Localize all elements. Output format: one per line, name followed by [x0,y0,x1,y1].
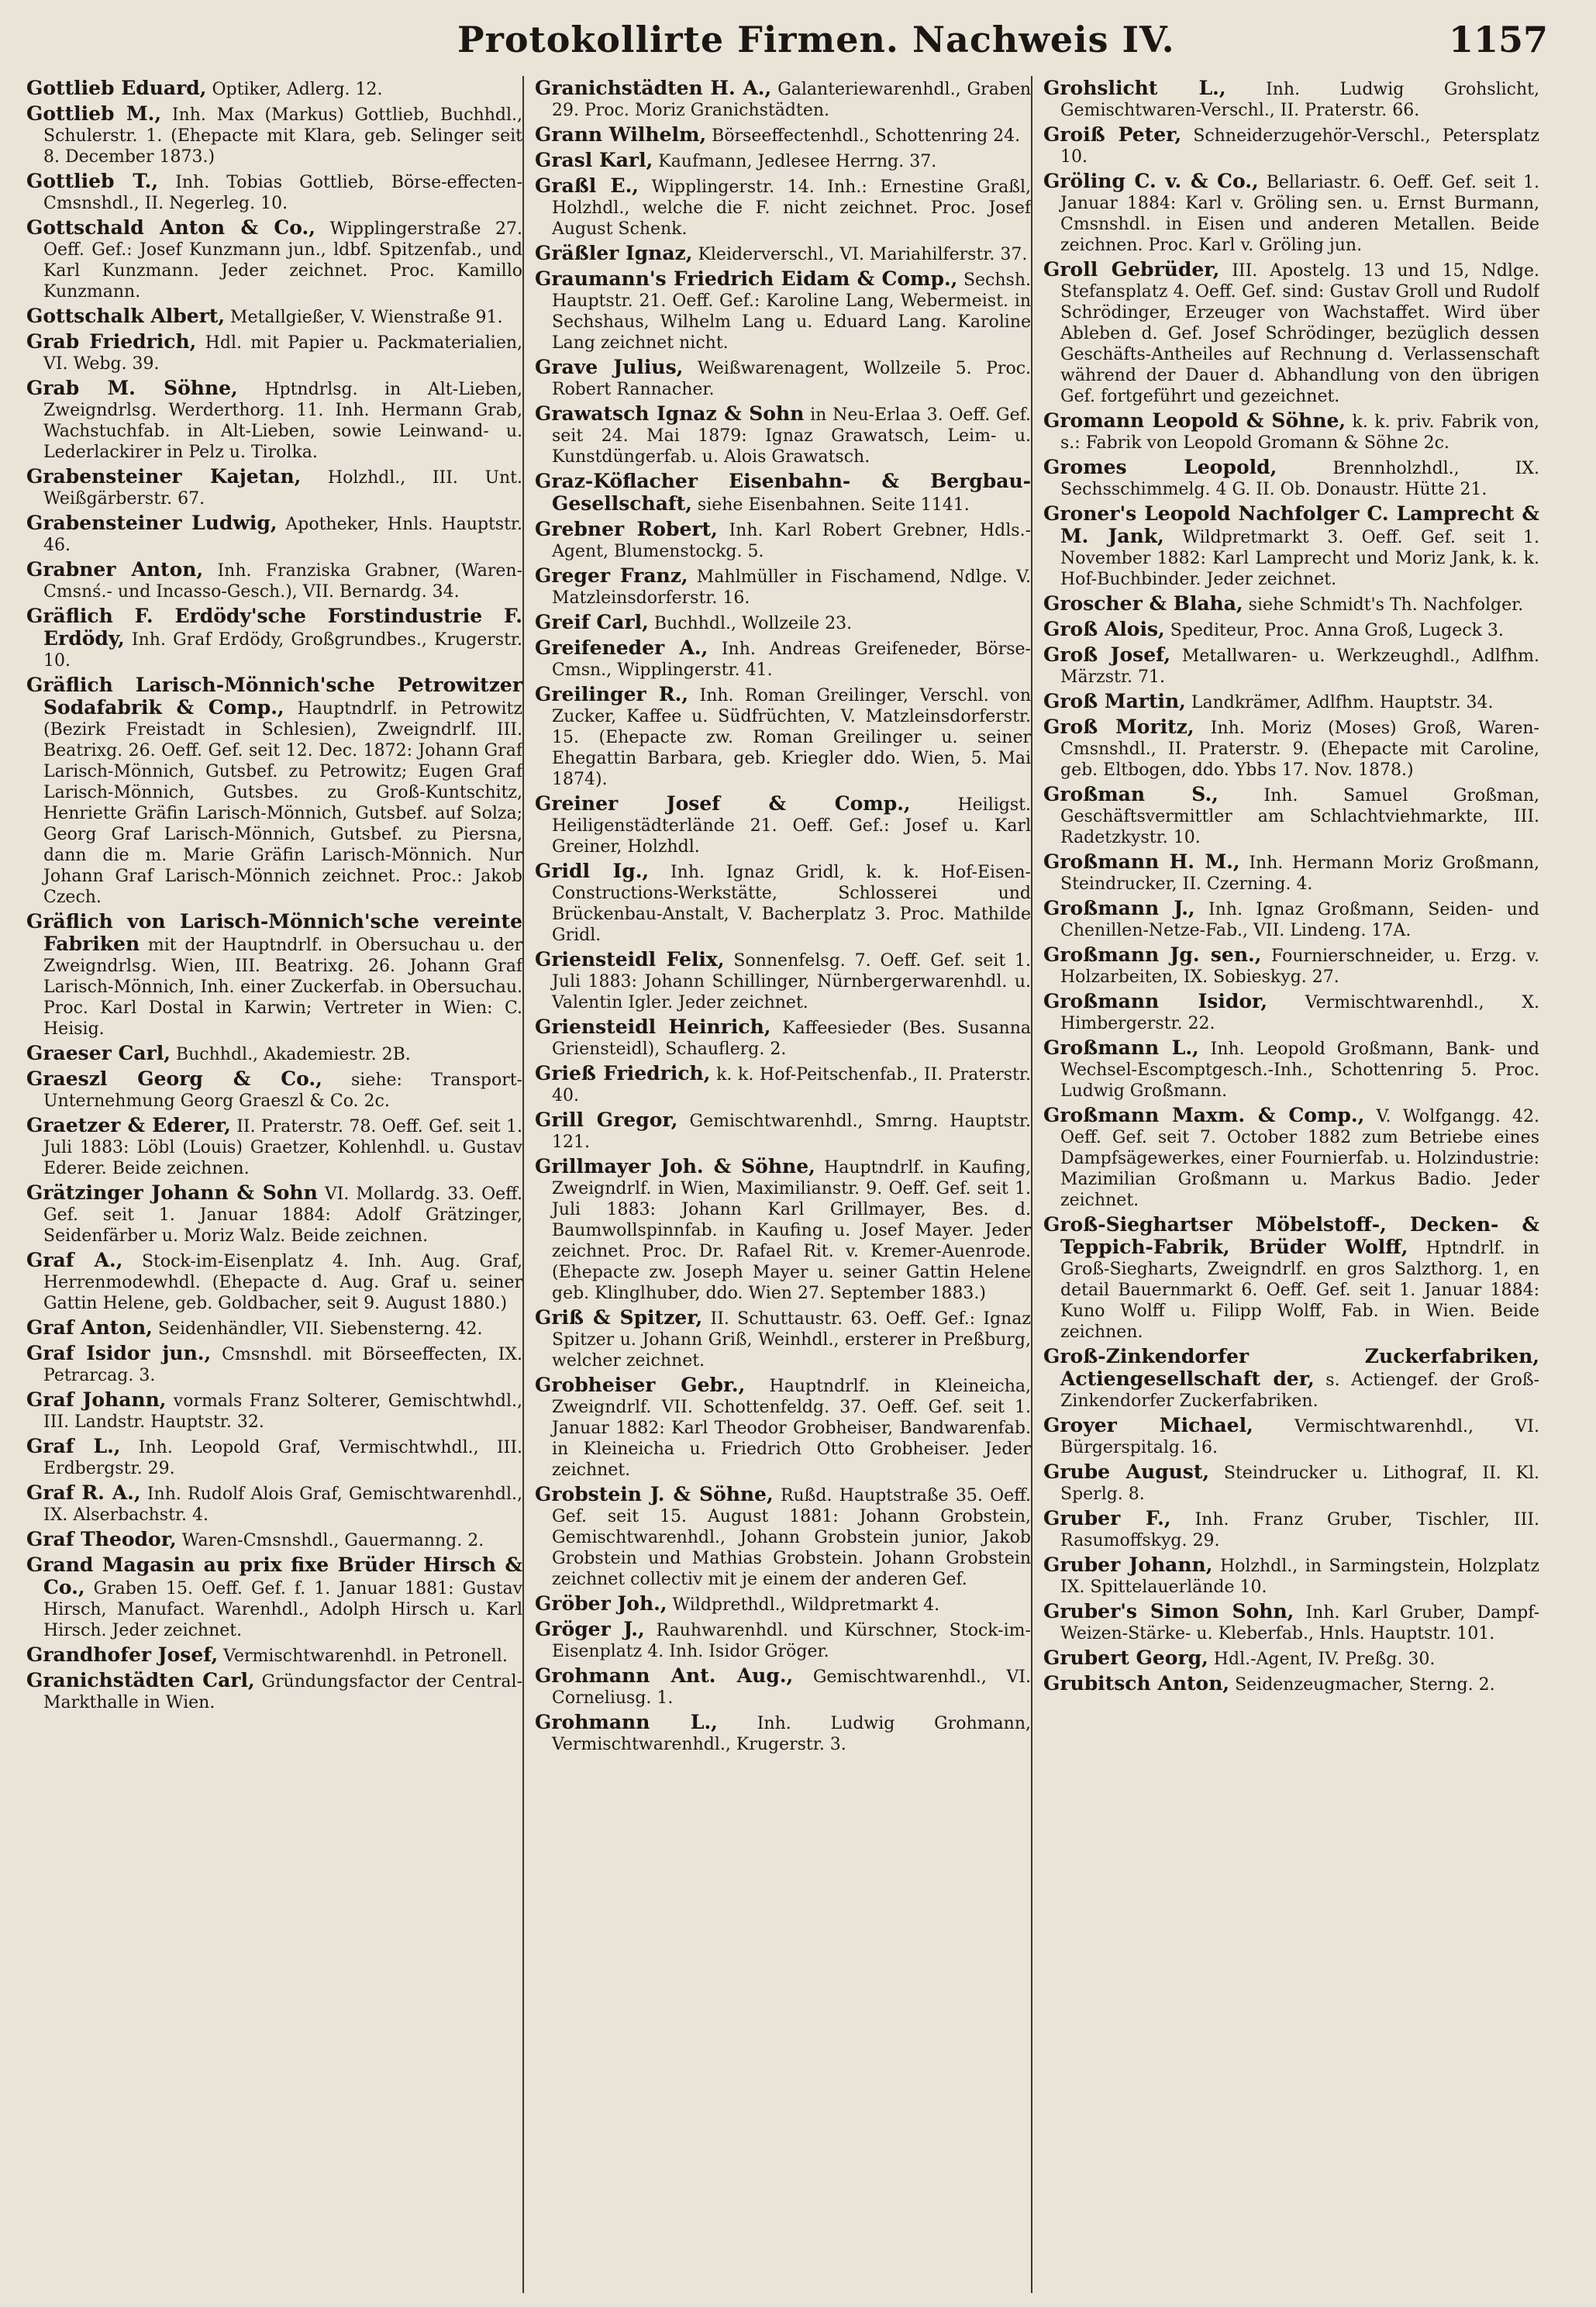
firm-details: Börseeffectenhdl., Schottenring 24. [712,126,1021,146]
firm-details: Wipplingerstraße 27. Oeff. Gef.: Josef Kunzmann jun., ldbf. Spitzenfab., und Karl Kunzmann. Jeder zeichnet. Proc. Kamillo Kunzmann. [43,219,522,302]
directory-entry [535,793,1031,857]
firm-details: Gemischtwarenhdl., VI. Corneliusg. 1. [552,1667,1031,1708]
firm-name: Gräflich Larisch-Mönnich'sche Petrowitzer Sodafabrik & Comp., [26,674,522,719]
firm-name: Grave Julius, [535,356,684,378]
directory-entry [1043,1461,1539,1505]
firm-details: Vermischtwarenhdl., VI. Bürgerspitalg. 16. [1060,1417,1539,1457]
directory-entry [26,378,522,463]
firm-details: Inh. Moriz (Moses) Groß, Waren-Cmsnshdl., II. Praterstr. 9. (Ehepacte mit Caroline, geb. Eltbogen, ddo. Ybbs 17. Nov. 1878.) [1060,719,1539,780]
firm-name: Großmann Jg. sen., [1043,943,1262,966]
firm-name: Gottschalk Albert, [26,305,226,327]
firm-details: vormals Franz Solterer, Gemischtwhdl., III. Landstr. Hauptstr. 32. [43,1391,522,1432]
directory-entry [1043,1214,1539,1343]
firm-details: Inh. Rudolf Alois Graf, Gemischtwarenhdl., IX. Alserbachstr. 4. [43,1485,522,1525]
firm-name: Greiner Josef & Comp., [535,792,911,815]
firm-details: Sonnenfelsg. 7. Oeff. Gef. seit 1. Juli 1883: Johann Schillinger, Nürnbergerwarenhdl. u. Valentin Igler. Jeder zeichnet. [552,951,1031,1012]
firm-name: Gruber Johann, [1043,1554,1213,1576]
firm-details: V. Wolfgangg. 42. Oeff. Gef. seit 7. October 1882 zum Betriebe eines Dampfsägewerkes, einer Fournierfab. u. Holzindustrie: Mazimilian Großmann u. Markus Badio. Jeder zeichnet. [1060,1107,1539,1210]
firm-name: Gromes Leopold, [1043,456,1277,478]
directory-entry [535,637,1031,681]
firm-name: Graf R. A., [26,1481,141,1504]
directory-entry [26,331,522,374]
firm-name: Gottlieb M., [26,102,162,125]
firm-name: Graetzer & Ederer, [26,1114,231,1136]
firm-details: Waren-Cmsnshdl., Gauermanng. 2. [181,1531,484,1550]
firm-name: Griß & Spitzer, [535,1306,703,1329]
firm-name: Grieß Friedrich, [535,1062,711,1085]
firm-details: siehe Schmidt's Th. Nachfolger. [1248,595,1524,615]
firm-details: Wipplingerstr. 14. Inh.: Ernestine Graßl, Holzhdl., welche die F. nicht zeichnet. Proc. Josef August Schenk. [552,178,1031,239]
firm-name: Gruber F., [1043,1507,1171,1529]
firm-details: Brennholzhdl., IX. Sechsschimmelg. 4 G. II. Ob. Donaustr. Hütte 21. [1060,459,1539,499]
firm-name: Gromann Leopold & Söhne, [1043,409,1346,432]
firm-name: Grabensteiner Kajetan, [26,465,302,488]
directory-entry [535,860,1031,946]
directory-entry [26,674,522,908]
firm-name: Groll Gebrüder, [1043,258,1220,281]
page-number: 1157 [1448,19,1548,60]
directory-entry [1043,991,1539,1034]
directory-entry [1043,1601,1539,1644]
page-title: Protokollirte Firmen. Nachweis IV. [457,19,1175,60]
directory-entry [26,78,522,100]
firm-details: Wildprethdl., Wildpretmarkt 4. [672,1595,940,1615]
firm-name: Grasl Karl, [535,149,653,171]
firm-details: Holzhdl., in Sarmingstein, Holzplatz IX. Spittelauerlände 10. [1060,1557,1539,1597]
firm-name: Gräßler Ignaz, [535,242,693,264]
directory-entry [1043,1415,1539,1458]
firm-name: Grab Friedrich, [26,330,197,353]
firm-name: Grillmayer Joh. & Söhne, [535,1155,815,1178]
firm-details: Metallgießer, V. Wienstraße 91. [230,308,503,327]
firm-name: Grube August, [1043,1460,1210,1483]
firm-details: Kaffeesieder (Bes. Susanna Griensteidl), Schauflerg. 2. [552,1019,1031,1059]
directory-entry [535,243,1031,265]
directory-entry [535,1665,1031,1709]
directory-entry [535,175,1031,240]
firm-details: in Neu-Erlaa 3. Oeff. Gef. seit 24. Mai 1879: Ignaz Grawatsch, Leim- u. Kunstdüngerfab. u. Alois Grawatsch. [552,405,1031,467]
column-1 [26,78,522,2287]
firm-name: Griensteidl Heinrich, [535,1016,771,1038]
firm-name: Greifeneder A., [535,636,708,659]
directory-entry [26,1389,522,1433]
firm-name: Grabner Anton, [26,558,204,581]
firm-details: Inh. Ludwig Grohmann, Vermischtwarenhdl., Krugerstr. 3. [552,1714,1031,1754]
firm-details: Inh. Leopold Graf, Vermischtwhdl., III. Erdbergstr. 29. [43,1438,522,1478]
firm-name: Graeser Carl, [26,1042,171,1064]
firm-details: Seidenhändler, VII. Siebensterng. 42. [157,1319,483,1339]
firm-name: Großman S., [1043,783,1219,805]
firm-details: Inh. Max (Markus) Gottlieb, Buchhdl., Schulerstr. 1. (Ehepacte mit Klara, geb. Selinger seit 8. December 1873.) [43,105,522,167]
firm-details: Inh. Hermann Moriz Großmann, Steindrucker, II. Czerning. 4. [1060,853,1539,894]
directory-entry [1043,619,1539,641]
firm-details: Inh. Leopold Großmann, Bank- und Wechsel-Escomptgesch.-Inh., Schottenring 5. Proc. Ludwig Großmann. [1060,1040,1539,1101]
directory-entry [1043,503,1539,590]
directory-entry [26,1343,522,1386]
firm-details: k. k. Hof-Peitschenfab., II. Praterstr. 40. [552,1065,1031,1105]
firm-name: Großmann L., [1043,1036,1199,1059]
firm-details: Spediteur, Proc. Anna Groß, Lugeck 3. [1170,621,1504,640]
firm-name: Graz-Köflacher Eisenbahn- & Bergbau-Gesellschaft, [535,470,1031,515]
firm-details: k. k. priv. Fabrik von, s.: Fabrik von Leopold Gromann & Söhne 2c. [1060,412,1539,453]
firm-name: Gröger J., [535,1618,645,1640]
directory-entry [1043,716,1539,781]
directory-entry [1043,457,1539,500]
firm-details: Hptndrlsg. in Alt-Lieben, Zweigndrlsg. Werderthorg. 11. Inh. Hermann Grab, Wachstuchfab. in Alt-Lieben, sowie Leinwand- u. Lederlackirer in Pelz u. Tirolka. [43,380,522,462]
directory-entry [535,357,1031,400]
directory-entry [1043,410,1539,453]
directory-entry [1043,1647,1539,1670]
firm-name: Grobstein J. & Söhne, [535,1483,774,1505]
firm-details: siehe: Transport-Unternehmung Georg Graeszl & Co. 2c. [43,1071,522,1111]
firm-name: Grill Gregor, [535,1109,678,1131]
firm-details: Heiligst. Heiligenstädterlände 21. Oeff. Gef.: Josef u. Karl Greiner, Holzhdl. [552,795,1031,857]
directory-entry [1043,259,1539,407]
directory-entry [535,1016,1031,1060]
firm-details: Gemischtwarenhdl., Smrng. Hauptstr. 121. [552,1112,1031,1152]
directory-entry [535,78,1031,121]
firm-name: Grand Magasin au prix fixe Brüder Hirsch & Co., [26,1554,522,1598]
directory-entry [1043,1554,1539,1598]
directory-entry [26,1670,522,1713]
firm-name: Groyer Michael, [1043,1414,1253,1436]
firm-name: Groß Josef, [1043,643,1171,666]
directory-entry [26,466,522,509]
directory-entry [26,103,522,167]
directory-entry [535,949,1031,1013]
directory-entry [1043,898,1539,941]
firm-name: Grubitsch Anton, [1043,1672,1230,1695]
directory-entry [535,268,1031,353]
firm-details: Stock-im-Eisenplatz 4. Inh. Aug. Graf, Herrenmodewhdl. (Ehepacte d. Aug. Graf u. seiner Gattin Helene, geb. Goldbacher, seit 9. August 1880.) [43,1252,522,1313]
firm-details: Hauptndrlf. in Kaufing, Zweigndrlf. in Wien, Maximilianstr. 9. Oeff. Gef. seit 1. Juli 1883: Johann Karl Grillmayer, Bes. d. Baumwollspinnfab. in Kaufing u. Josef Mayer. Jeder zeichnet. Proc. Dr. Rafael Rit. v. Kremer-Auenrode. (Ehepacte zw. Joseph Mayer u. seiner Gattin Helene geb. Klinglhuber, ddo. Wien 27. September 1883.) [552,1158,1031,1303]
firm-details: Inh. Andreas Greifeneder, Börse-Cmsn., Wipplingerstr. 41. [552,640,1031,680]
directory-entry [535,565,1031,609]
firm-name: Gröber Joh., [535,1592,667,1615]
firm-name: Grebner Robert, [535,518,718,540]
firm-details: Rußd. Hauptstraße 35. Oeff. Gef. seit 15. August 1881: Johann Grobstein, Gemischtwarenhdl., Johann Grobstein junior, Jakob Grobstein und Mathias Grobstein. Johann Grobstein zeichnet collectiv mit je einem der anderen Gef. [552,1486,1031,1589]
firm-details: Inh. Ludwig Grohslicht, Gemischtwaren-Verschl., II. Praterstr. 66. [1060,80,1539,120]
firm-name: Graf Theodor, [26,1528,177,1550]
directory-entry [1043,78,1539,121]
firm-details: Holzhdl., III. Unt. Weißgärberstr. 67. [43,468,522,509]
directory-entry [535,612,1031,634]
directory-entry [1043,1037,1539,1102]
firm-name: Griensteidl Felix, [535,948,725,971]
firm-details: siehe Eisenbahnen. Seite 1141. [697,495,970,515]
firm-name: Groß-Zinkendorfer Zuckerfabriken, Actiengesellschaft der, [1043,1345,1539,1390]
firm-details: Buchhdl., Akademiestr. 2B. [175,1045,411,1064]
firm-details: Weißwarenagent, Wollzeile 5. Proc. Robert Rannacher. [552,359,1031,399]
firm-details: s. Actiengef. der Groß-Zinkendorfer Zuckerfabriken. [1060,1371,1539,1411]
firm-name: Graf A., [26,1249,123,1271]
directory-entry [535,1307,1031,1371]
firm-details: Bellariastr. 6. Oeff. Gef. seit 1. Januar 1884: Karl v. Gröling sen. u. Ernst Burmann, Cmsnshdl. in Eisen und anderen Metallen. Beide zeichnen. Proc. Karl v. Gröling jun. [1060,173,1539,255]
firm-name: Groß-Sieghartser Möbelstoff-, Decken- & Teppich-Fabrik, Brüder Wolff, [1043,1213,1539,1258]
firm-details: Optiker, Adlerg. 12. [212,80,383,99]
firm-details: Fournierschneider, u. Erzg. v. Holzarbeiten, IX. Sobieskyg. 27. [1060,947,1539,987]
directory-entry [535,471,1031,516]
firm-name: Greger Franz, [535,564,688,587]
directory-entry [535,1156,1031,1304]
directory-entry [26,171,522,214]
directory-entry [535,124,1031,147]
directory-entry [26,305,522,328]
firm-details: Graben 15. Oeff. Gef. f. 1. Januar 1881: Gustav Hirsch, Manufact. Warenhdl., Adolph Hirsch u. Karl Hirsch. Jeder zeichnet. [43,1579,522,1640]
directory-entry [535,1712,1031,1755]
firm-name: Gottschald Anton & Co., [26,216,315,239]
directory-entry [535,1109,1031,1153]
directory-entry [26,1482,522,1526]
firm-name: Grohmann L., [535,1711,718,1733]
directory-entry [26,1250,522,1314]
firm-name: Grabensteiner Ludwig, [26,512,277,534]
firm-details: Kaufmann, Jedlesee Herrng. 37. [658,152,937,171]
firm-name: Greif Carl, [535,611,649,633]
firm-details: Inh. Samuel Großman, Geschäftsvermittler am Schlachtviehmarkte, III. Radetzkystr. 10. [1060,786,1539,847]
directory-entry [1043,851,1539,895]
firm-name: Grobheiser Gebr., [535,1374,746,1396]
firm-details: Steindrucker u. Lithograf, II. Kl. Sperlg. 8. [1060,1464,1539,1504]
firm-details: Hauptndrlf. in Kleineicha, Zweigndrlf. VII. Schottenfeldg. 37. Oeff. Gef. seit 1. Januar 1882: Karl Theodor Grobheiser, Bandwarenfab. in Kleineicha u. Friedrich Otto Grobheiser. Jeder zeichnet. [552,1377,1031,1480]
firm-details: III. Apostelg. 13 und 15, Ndlge. Stefansplatz 4. Oeff. Gef. sind: Gustav Groll und Rudolf Schrödinger, Erzeuger von Wachstaffet. Wird über Ableben d. Gef. Josef Schrödinger, bezüglich dessen Geschäfts-Antheiles auf Rechnung d. Verlassenschaft während der Dauer d. Abhandlung von den übrigen Gef. fortgeführt und gezeichnet. [1060,261,1539,406]
firm-name: Grawatsch Ignaz & Sohn [535,402,805,425]
firm-name: Groß Martin, [1043,690,1186,712]
directory-entry [1043,171,1539,256]
firm-name: Granichstädten H. A., [535,78,772,99]
firm-details: Inh. Karl Robert Grebner, Hdls.-Agent, Blumenstockg. 5. [552,521,1031,561]
firm-details: Wildpretmarkt 3. Oeff. Gef. seit 1. November 1882: Karl Lamprecht und Moriz Jank, k. k. Hof-Buchbinder. Jeder zeichnet. [1060,528,1539,589]
directory-entry [1043,1508,1539,1551]
firm-details: Inh. Karl Gruber, Dampf-Weizen-Stärke- u. Kleberfab., Hnls. Hauptstr. 101. [1060,1603,1539,1643]
directory-entry [26,512,522,556]
firm-name: Großmann H. M., [1043,850,1240,873]
firm-details: Vermischtwarenhdl., X. Himbergerstr. 22. [1060,993,1539,1033]
firm-name: Grandhofer Josef, [26,1643,219,1666]
directory-entry [1043,644,1539,688]
firm-name: Graf Johann, [26,1388,167,1411]
firm-name: Greilinger R., [535,683,689,705]
directory-entry [26,1068,522,1112]
firm-name: Gröling C. v. & Co., [1043,170,1259,192]
firm-details: II. Praterstr. 78. Oeff. Gef. seit 1. Juli 1883: Löbl (Louis) Graetzer, Kohlenhdl. u. Gustav Ederer. Beide zeichnen. [43,1117,522,1178]
firm-details: Inh. Franziska Grabner, (Waren-Cmsnś.- und Incasso-Gesch.), VII. Bernardg. 34. [43,561,522,602]
firm-name: Groscher & Blaha, [1043,592,1243,615]
column-divider [1031,76,1032,2293]
firm-details: mit der Hauptndrlf. in Obersuchau u. der Zweigndrlsg. Wien, III. Beatrixg. 26. Johann Graf Larisch-Mönnich, Inh. einer Zuckerfab. in Obersuchau. Proc. Karl Dostal in Karwin; Vertreter in Wien: C. Heisig. [43,936,522,1039]
firm-details: Inh. Franz Gruber, Tischler, III. Rasumoffskyg. 29. [1060,1510,1539,1550]
firm-details: Inh. Ignaz Gridl, k. k. Hof-Eisen-Constructions-Werkstätte, Schlosserei und Brückenbau-Anstalt, V. Bacherplatz 3. Proc. Mathilde Gridl. [552,863,1031,945]
directory-entry [1043,691,1539,713]
directory-entry [26,1115,522,1179]
firm-name: Grätzinger Johann & Sohn [26,1181,318,1204]
firm-details: Kleiderverschl., VI. Mariahilferstr. 37. [698,245,1028,264]
firm-details: Landkrämer, Adlfhm. Hauptstr. 34. [1191,693,1494,712]
firm-name: Groiß Peter, [1043,123,1182,146]
column-3 [1043,78,1539,2287]
directory-entry [26,1554,522,1641]
firm-details: Inh. Tobias Gottlieb, Börse-effecten-Cmsnshdl., II. Negerleg. 10. [43,173,522,213]
firm-name: Gottlieb T., [26,170,159,192]
directory-entry [26,1182,522,1247]
firm-details: Galanteriewarenhdl., Graben 29. Proc. Moriz Granichstädten. [552,80,1031,120]
firm-name: Grohmann Ant. Aug., [535,1664,794,1687]
firm-details: Hauptndrlf. in Petrowitz (Bezirk Freistadt in Schlesien), Zweigndrlf. III. Beatrixg. 26. Oeff. Gef. seit 12. Dec. 1872: Johann Graf Larisch-Mönnich, Gutsbef. zu Petrowitz; Eugen Graf Larisch-Mönnich, Gutsbes. zu Groß-Kuntschitz, Henriette Gräfin Larisch-Mönnich, Gutsbef. auf Solza; Georg Graf Larisch-Mönnich, Gutsbef. zu Piersna, dann die m. Marie Gräfin Larisch-Mönnich. Nur Johann Graf Larisch-Mönnich zeichnet. Proc.: Jakob Czech. [43,699,522,907]
firm-details: Sechsh. Hauptstr. 21. Oeff. Gef.: Karoline Lang, Webermeist. in Sechshaus, Wilhelm Lang u. Eduard Lang. Karoline Lang zeichnet nicht. [552,271,1031,353]
directory-entry [26,1043,522,1065]
firm-name: Graf Isidor jun., [26,1342,212,1364]
firm-name: Graeszl Georg & Co., [26,1067,322,1090]
firm-details: Rauhwarenhdl. und Kürschner, Stock-im-Eisenplatz 4. Inh. Isidor Gröger. [552,1621,1031,1661]
directory-entry [535,1593,1031,1616]
directory-entry [1043,124,1539,167]
firm-name: Großmann Isidor, [1043,990,1268,1012]
firm-details: Inh. Ignaz Großmann, Seiden- und Chenillen-Netze-Fab., VII. Lindeng. 17A. [1060,900,1539,940]
firm-details: Cmsnshdl. mit Börseeffecten, IX. Petrarcag. 3. [43,1345,522,1385]
firm-name: Groß Alois, [1043,618,1165,640]
directory-entry [26,605,522,671]
directory-entry [26,559,522,602]
firm-name: Grubert Georg, [1043,1647,1208,1669]
firm-details: Buchhdl., Wollzeile 23. [653,614,853,633]
firm-details: Hdl. mit Papier u. Packmaterialien, VI. Webg. 39. [43,333,522,374]
firm-name: Groß Moritz, [1043,716,1194,738]
directory-entry [26,911,522,1040]
directory-entry [535,519,1031,562]
directory-entry [1043,1105,1539,1211]
firm-details: Metallwaren- u. Werkzeughdl., Adlfhm. Märzstr. 71. [1060,647,1539,687]
directory-entry [535,150,1031,172]
directory-entry [535,1484,1031,1590]
firm-name: Grab M. Söhne, [26,377,238,399]
directory-entry [26,1529,522,1551]
firm-name: Großmann J., [1043,897,1195,919]
directory-entry [1043,784,1539,848]
directory-entry [26,1436,522,1479]
firm-details: Seidenzeugmacher, Sterng. 2. [1235,1675,1495,1695]
directory-entry [535,403,1031,467]
firm-name: Graumann's Friedrich Eidam & Comp., [535,267,958,290]
page-header [0,14,1596,76]
directory-entry [535,684,1031,790]
firm-details: Inh. Graf Erdödy, Großgrundbes., Krugerstr. 10. [43,630,522,671]
firm-details: Hdl.-Agent, IV. Preßg. 30. [1213,1650,1436,1669]
firm-name: Gräflich F. Erdödy'sche Forstindustrie F. Erdödy, [26,605,522,650]
firm-name: Granichstädten Carl, [26,1669,255,1691]
firm-details: Hptndrlf. in Groß-Siegharts, Zweigndrlf. en gros Salzthorg. 1, en detail Bauernmarkt 6. Oeff. Gef. seit 1. Januar 1884: Kuno Wolff u. Filipp Wolff, Fab. in Wien. Beide zeichnen. [1060,1239,1539,1342]
directory-entry [26,1317,522,1340]
firm-details: Vermischtwarenhdl. in Petronell. [223,1647,508,1666]
firm-details: Inh. Roman Greilinger, Verschl. von Zucker, Kaffee u. Südfrüchten, V. Matzleinsdorferstr. 15. (Ehepacte zw. Roman Greilinger u. seiner Ehegattin Barbara, geb. Kriegler ddo. Wien, 5. Mai 1874). [552,686,1031,789]
firm-name: Groner's Leopold Nachfolger C. Lamprecht & M. Jank, [1043,502,1539,547]
directory-entry [26,217,522,302]
column-2 [535,78,1031,2287]
firm-name: Grann Wilhelm, [535,123,707,146]
firm-details: VI. Mollardg. 33. Oeff. Gef. seit 1. Januar 1884: Adolf Grätzinger, Seidenfärber u. Moriz Walz. Beide zeichnen. [43,1185,522,1246]
firm-details: II. Schuttaustr. 63. Oeff. Gef.: Ignaz Spitzer u. Johann Griß, Weinhdl., ersterer in Preßburg, welcher zeichnet. [552,1309,1031,1371]
firm-details: Mahlmüller in Fischamend, Ndlge. V. Matzleinsdorferstr. 16. [552,567,1031,608]
firm-name: Gridl Ig., [535,860,650,882]
firm-name: Großmann Maxm. & Comp., [1043,1104,1365,1126]
directory-entry [1043,944,1539,988]
firm-name: Gruber's Simon Sohn, [1043,1600,1294,1622]
firm-name: Graf Anton, [26,1316,153,1339]
firm-details: Gründungsfactor der Central-Markthalle in Wien. [43,1672,522,1712]
directory-entry [1043,1673,1539,1695]
column-divider [522,76,524,2293]
directory-entry [535,1063,1031,1106]
firm-name: Graf L., [26,1435,121,1457]
directory-entry [1043,593,1539,616]
directory-entry [26,1644,522,1667]
directory-entry [535,1619,1031,1662]
directory-entry [535,1374,1031,1481]
firm-name: Graßl E., [535,174,639,197]
firm-name: Gottlieb Eduard, [26,78,207,99]
firm-name: Gräflich von Larisch-Mönnich'sche vereinte Fabriken [26,910,522,955]
firm-name: Grohslicht L., [1043,78,1226,99]
firm-details: Apotheker, Hnls. Hauptstr. 46. [43,515,522,555]
firm-details: Schneiderzugehör-Verschl., Petersplatz 10. [1060,126,1539,167]
directory-entry [1043,1346,1539,1412]
